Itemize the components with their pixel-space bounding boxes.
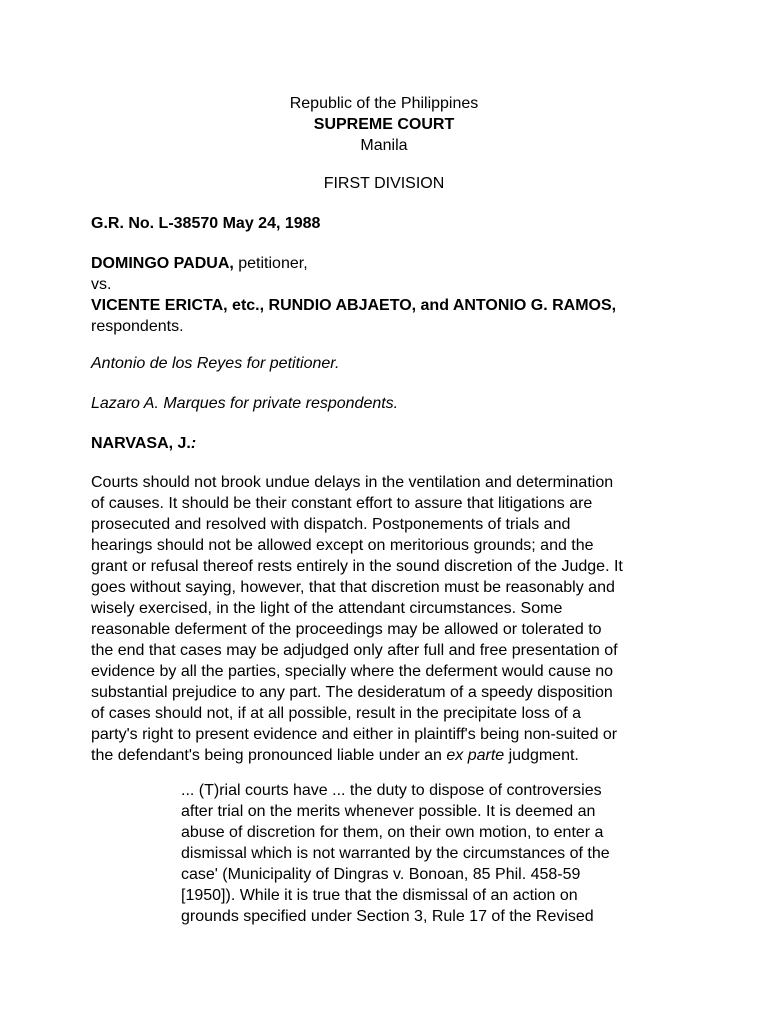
versus-line: vs. bbox=[91, 276, 112, 293]
republic-line: Republic of the Philippines bbox=[289, 95, 479, 112]
counsel-respondents: Lazaro A. Marques for private respondents. bbox=[91, 395, 399, 412]
ex-parte-term: ex parte bbox=[446, 747, 505, 764]
block-quote bbox=[181, 780, 681, 927]
opinion-line: Courts should not brook undue delays in the ventilation and determination bbox=[91, 474, 614, 491]
opinion-line: reasonable deferment of the proceedings may be allowed or tolerated to bbox=[91, 621, 602, 638]
opinion-line: of causes. It should be their constant effort to assure that litigations are bbox=[91, 495, 593, 512]
quote-line: abuse of discretion for them, on their own motion, to enter a bbox=[181, 824, 604, 841]
petitioner-line bbox=[91, 253, 681, 274]
opinion-line: grant or refusal thereof rests entirely in the sound discretion of the Judge. It bbox=[91, 558, 623, 575]
petitioner-name: DOMINGO PADUA, bbox=[91, 255, 234, 272]
court-header bbox=[0, 93, 768, 156]
opinion-line: evidence by all the parties, specially where the deferment would cause no bbox=[91, 663, 614, 680]
court-name: SUPREME COURT bbox=[313, 116, 455, 133]
quote-line: after trial on the merits whenever possible. It is deemed an bbox=[181, 803, 596, 820]
ponente bbox=[91, 433, 681, 454]
opinion-last-text: the defendant's being pronounced liable under an bbox=[91, 747, 447, 764]
city-line: Manila bbox=[360, 137, 408, 154]
opinion-line: party's right to present evidence and either in plaintiff's being non-suited or bbox=[91, 726, 618, 743]
opinion-line: substantial prejudice to any part. The desideratum of a speedy disposition bbox=[91, 684, 613, 701]
petitioner-role: petitioner, bbox=[233, 255, 308, 272]
division-line: FIRST DIVISION bbox=[323, 175, 445, 192]
opinion-last-line bbox=[91, 745, 681, 766]
opinion-line: hearings should not be allowed except on meritorious grounds; and the bbox=[91, 537, 594, 554]
ponente-suffix: : bbox=[190, 435, 197, 452]
quote-line: case' (Municipality of Dingras v. Bonoan, 85 Phil. 458-59 bbox=[181, 866, 581, 883]
opinion-line: prosecuted and resolved with dispatch. Postponements of trials and bbox=[91, 516, 571, 533]
opinion-line: goes without saying, however, that that discretion must be reasonably and bbox=[91, 579, 615, 596]
opinion-line: the end that cases may be adjudged only after full and free presentation of bbox=[91, 642, 618, 659]
parties-block bbox=[91, 253, 681, 337]
case-number: G.R. No. L-38570 May 24, 1988 bbox=[91, 215, 321, 232]
respondents-names: VICENTE ERICTA, etc., RUNDIO ABJAETO, and ANTONIO G. RAMOS, bbox=[91, 297, 617, 314]
quote-line: ... (T)rial courts have ... the duty to dispose of controversies bbox=[181, 782, 602, 799]
opinion-last-end: judgment. bbox=[504, 747, 579, 764]
opinion-line: wisely exercised, in the light of the attendant circumstances. Some bbox=[91, 600, 563, 617]
counsel-petitioner: Antonio de los Reyes for petitioner. bbox=[91, 355, 340, 372]
respondents-role: respondents. bbox=[91, 318, 184, 335]
ponente-name: NARVASA, J. bbox=[91, 435, 191, 452]
quote-line: [1950]). While it is true that the dismissal of an action on bbox=[181, 887, 578, 904]
opinion-paragraph bbox=[91, 472, 681, 766]
quote-line: dismissal which is not warranted by the circumstances of the bbox=[181, 845, 610, 862]
opinion-line: of cases should not, if at all possible, result in the precipitate loss of a bbox=[91, 705, 582, 722]
quote-line: grounds specified under Section 3, Rule 17 of the Revised bbox=[181, 908, 594, 925]
